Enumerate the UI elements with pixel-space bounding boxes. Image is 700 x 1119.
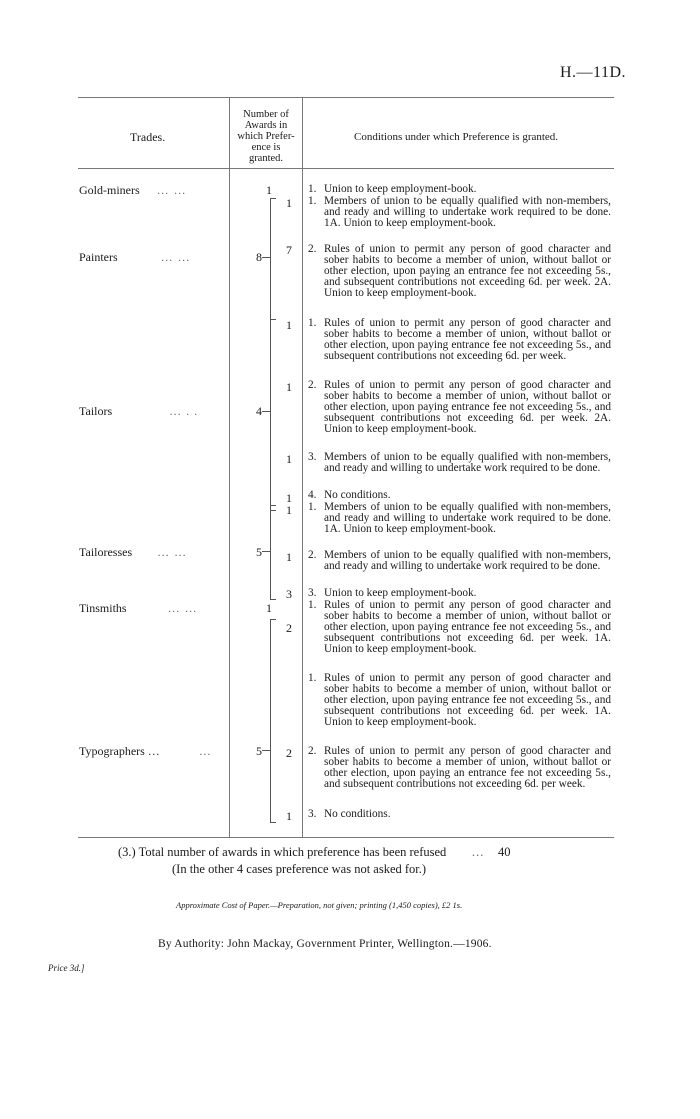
brace-painters: [270, 198, 276, 320]
summary-line: [118, 845, 511, 860]
header-awards-line: Number of: [243, 109, 289, 120]
header-awards-line: granted.: [248, 153, 284, 164]
condition-text: No conditions.: [324, 808, 391, 820]
trade-name: Gold-miners: [79, 183, 140, 197]
condition-item: [308, 746, 611, 790]
summary-note: (In the other 4 cases preference was not asked for.): [172, 862, 427, 876]
trade-row: [79, 601, 198, 616]
condition-item: [308, 318, 611, 362]
trade-dots: … …: [167, 601, 198, 615]
award-count: 1: [286, 550, 292, 564]
trade-dots: … …: [156, 183, 187, 197]
award-count: 7: [286, 243, 292, 257]
award-count: 1: [286, 452, 292, 466]
header-trades: Trades.: [130, 130, 166, 144]
trade-name: Tinsmiths: [79, 601, 127, 615]
condition-item: [308, 244, 611, 299]
summary-text: (3.) Total number of awards in which preference has been refused: [118, 845, 447, 859]
brace-point: [262, 257, 271, 258]
condition-text: No conditions.: [324, 489, 391, 501]
condition-text: Rules of union to permit any person of good character and sober habits to become a member of union, without ballot or other election, upon paying an entrance fee not exceeding 5s., and subsequent contributions not exceeding 6d. per week.: [324, 745, 611, 790]
column-rule-right: [302, 97, 303, 837]
condition-text: Union to keep employment-book.: [324, 183, 477, 195]
condition-number: 1.: [308, 599, 317, 611]
brace-tailors: [270, 319, 276, 511]
condition-number: 2.: [308, 243, 317, 255]
award-count: 1: [286, 318, 292, 332]
summary-value: 40: [498, 845, 511, 859]
award-count: 3: [286, 587, 292, 601]
condition-item: [308, 550, 611, 572]
authority-line: By Authority: John Mackay, Government Printer, Wellington.—1906.: [158, 938, 492, 950]
trade-dots: … …: [157, 545, 188, 559]
trade-row: [79, 404, 198, 419]
award-count: 1: [286, 503, 292, 517]
condition-number: 3.: [308, 808, 317, 820]
condition-number: 3.: [308, 451, 317, 463]
cost-note: Approximate Cost of Paper.—Preparation, not given; printing (1,450 copies), £2 1s.: [176, 900, 463, 910]
trade-dots: … …: [160, 250, 191, 264]
condition-item: [308, 490, 611, 501]
trade-dots: …: [198, 744, 212, 758]
condition-text: Rules of union to permit any person of good character and sober habits to become a member of union, without ballot or other election, upon paying entrance fee not exceeding 5s., and subsequent contributions not exceeding 6d. per week. 1A. Union to keep employment-book.: [324, 599, 611, 655]
page-reference: H.—11D.: [560, 64, 627, 81]
condition-number: 3.: [308, 587, 317, 599]
condition-text: Members of union to be equally qualified with non-members, and ready and willing to undertake work required to be done.: [324, 549, 611, 572]
table-top-rule: [78, 97, 614, 98]
condition-text: Members of union to be equally qualified with non-members, and ready and willing to undertake work required to be done.: [324, 451, 611, 474]
trade-name: Painters: [79, 250, 118, 264]
condition-number: 1.: [308, 317, 317, 329]
condition-number: 1.: [308, 672, 317, 684]
award-count: 1: [286, 380, 292, 394]
header-bottom-rule: [78, 168, 614, 169]
column-rule-left: [229, 97, 230, 837]
header-awards-line: which Prefer-: [237, 131, 295, 142]
condition-text: Members of union to be equally qualified with non-members, and ready and willing to undertake work required to be done. 1A. Union to keep employment-book.: [324, 195, 611, 229]
condition-text: Rules of union to permit any person of good character and sober habits to become a member of union, without ballot or other election, upon paying an entrance fee not exceeding 5s., and subsequent contributions not exceeding 6d. per week. 2A. Union to keep employment-book.: [324, 243, 611, 299]
price-note: Price 3d.]: [48, 963, 85, 973]
award-count: 2: [286, 621, 292, 635]
trade-name: Typographers …: [79, 744, 160, 758]
award-count: 2: [286, 746, 292, 760]
trade-total: 1: [266, 601, 272, 615]
trade-total: 5: [256, 744, 262, 758]
condition-text: Rules of union to permit any person of good character and sober habits to become a member of union, without ballot or other election, upon paying entrance fee not exceeding 5s., and subsequent contributions not exceeding 6d. per week. 2A. Union to keep employment-book.: [324, 379, 611, 435]
header-awards-line: Awards in: [244, 120, 288, 131]
award-count: 1: [286, 809, 292, 823]
trade-total: 4: [256, 404, 262, 418]
trade-row: [79, 250, 191, 265]
condition-item: [308, 809, 611, 820]
brace-point: [262, 411, 271, 412]
condition-number: 2.: [308, 549, 317, 561]
condition-number: 2.: [308, 745, 317, 757]
condition-item: [308, 196, 611, 229]
trade-row: [79, 183, 187, 198]
condition-text: Rules of union to permit any person of good character and sober habits to become a member of union, without ballot or other election, upon paying entrance fee not exceeding 5s., and subsequent contributions not exceeding 6d. per week. 1A. Union to keep employment-book.: [324, 672, 611, 728]
brace-point: [262, 750, 271, 751]
condition-number: 2.: [308, 379, 317, 391]
condition-item: [308, 600, 611, 655]
header-awards: [229, 109, 303, 164]
award-count: 1: [286, 491, 292, 505]
condition-number: 1.: [308, 183, 317, 195]
condition-number: 4.: [308, 489, 317, 501]
trade-row: [79, 744, 212, 759]
trade-dots: … . .: [169, 404, 199, 418]
header-conditions: Conditions under which Preference is granted.: [354, 131, 559, 143]
trade-total: 5: [256, 545, 262, 559]
trade-name: Tailoresses: [79, 545, 133, 559]
condition-item: [308, 380, 611, 435]
trade-row: [79, 545, 187, 560]
header-awards-line: ence is: [251, 142, 281, 153]
condition-text: Union to keep employment-book.: [324, 587, 477, 599]
condition-item: [308, 588, 611, 599]
table-bottom-rule: [78, 837, 614, 838]
condition-number: 1.: [308, 501, 317, 513]
condition-item: [308, 452, 611, 474]
trade-total: 1: [266, 183, 272, 197]
trade-total: 8: [256, 250, 262, 264]
condition-text: Members of union to be equally qualified with non-members, and ready and willing to undertake work required to be done. 1A. Union to keep employment-book.: [324, 501, 611, 535]
condition-item: [308, 184, 611, 195]
brace-point: [262, 551, 271, 552]
brace-typographers: [270, 619, 276, 823]
summary-dots: …: [471, 845, 485, 859]
condition-item: [308, 502, 611, 535]
condition-text: Rules of union to permit any person of good character and sober habits to become a member of union, without ballot or other election, upon paying entrance fee not exceeding 5s., and subsequent contributions not exceeding 6d. per week.: [324, 317, 611, 362]
award-count: 1: [286, 196, 292, 210]
brace-tailoresses: [270, 505, 276, 600]
condition-number: 1.: [308, 195, 317, 207]
trade-name: Tailors: [79, 404, 113, 418]
condition-item: [308, 673, 611, 728]
